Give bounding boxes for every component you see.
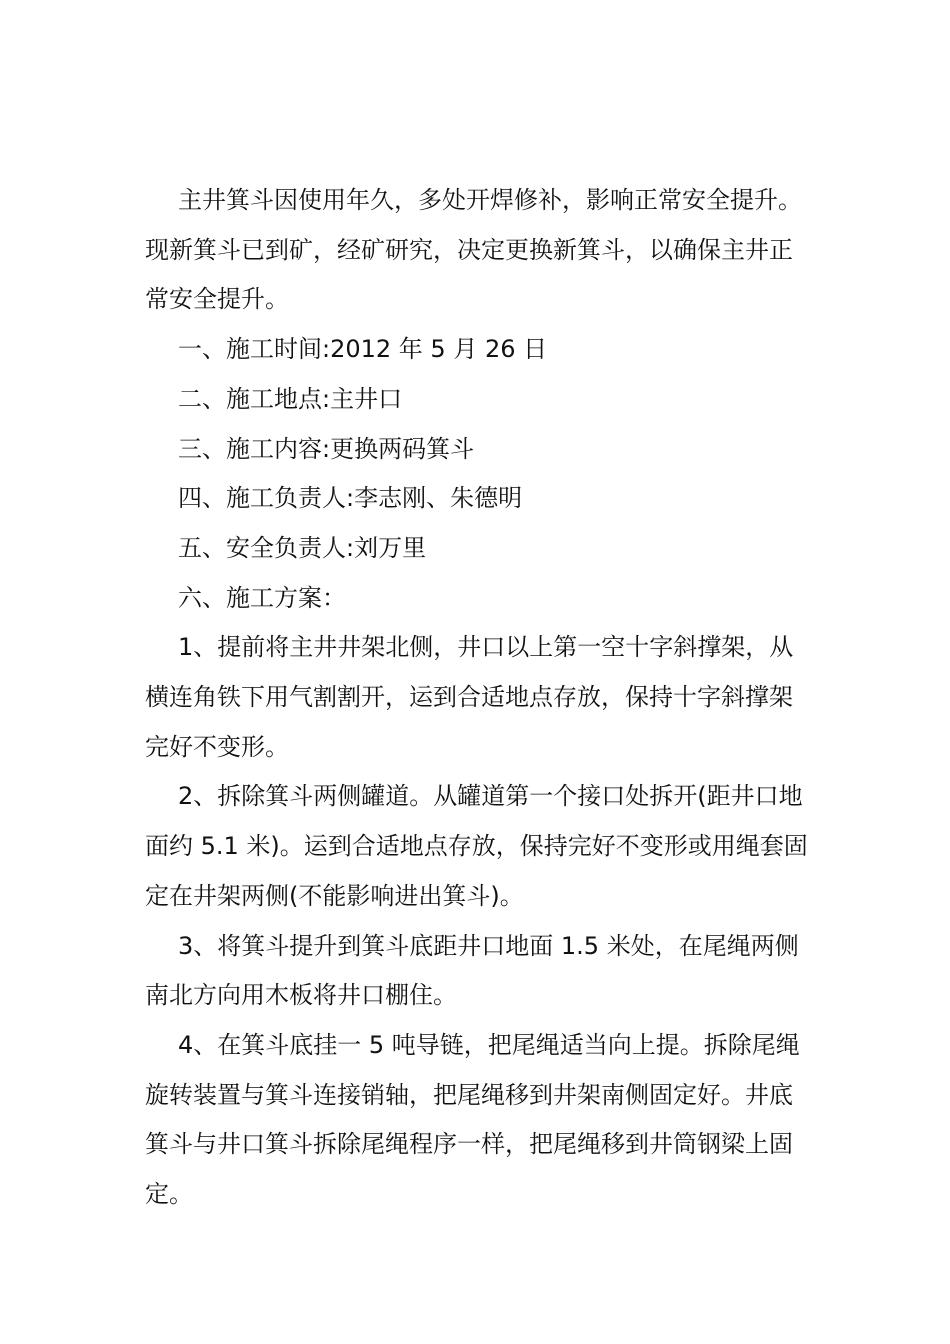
- document-body: [145, 176, 810, 1220]
- construction-plan-heading: 六、施工方案：: [178, 583, 346, 612]
- plan-step-3: 3、将箕斗提升到箕斗底距井口地面 1.5 米处，在尾绳两侧南北方向用木板将井口棚住。: [145, 931, 799, 1010]
- intro-paragraph: 主井箕斗因使用年久，多处开焊修补，影响正常安全提升。现新箕斗已到矿，经矿研究，决定更换新箕斗，以确保主井正常安全提升。: [145, 186, 802, 314]
- construction-leader: 四、施工负责人:李志刚、朱德明: [178, 484, 523, 513]
- plan-step-4: 4、在箕斗底挂一 5 吨导链，把尾绳适当向上提。拆除尾绳旋转装置与箕斗连接销轴，把尾绳移到井架南侧固定好。井底箕斗与井口箕斗拆除尾绳程序一样，把尾绳移到井筒钢梁上固定。: [145, 1030, 800, 1209]
- plan-step-2: 2、拆除箕斗两侧罐道。从罐道第一个接口处拆开(距井口地面约 5.1 米)。运到合适地点存放，保持完好不变形或用绳套固定在井架两侧(不能影响进出箕斗)。: [145, 782, 808, 910]
- construction-content: 三、施工内容:更换两码箕斗: [178, 434, 475, 463]
- construction-time: 一、施工时间:2012 年 5 月 26 日: [178, 335, 548, 364]
- plan-step-1: 1、提前将主井井架北侧，井口以上第一空十字斜撑架，从横连角铁下用气割割开，运到合适地点存放，保持十字斜撑架完好不变形。: [145, 633, 794, 761]
- construction-location: 二、施工地点:主井口: [178, 384, 403, 413]
- safety-leader: 五、安全负责人:刘万里: [178, 533, 427, 562]
